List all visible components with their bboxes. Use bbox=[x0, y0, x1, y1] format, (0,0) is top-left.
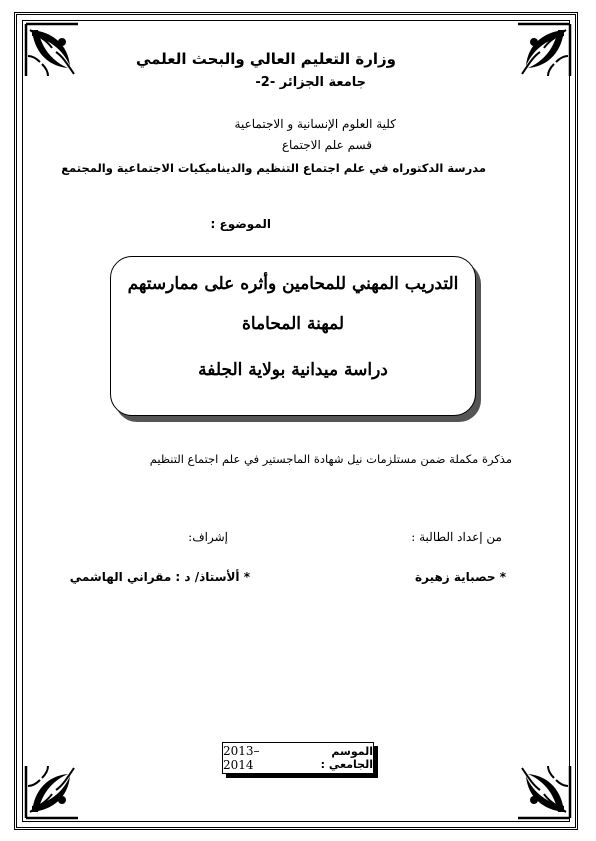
corner-ornament-icon bbox=[514, 762, 572, 820]
season-label: الموسم الجامعي : bbox=[320, 745, 373, 771]
corner-ornament-icon bbox=[24, 762, 82, 820]
student-name: * حصباية زهيرة bbox=[415, 570, 506, 584]
season-value: 2013– 2014 bbox=[223, 744, 260, 772]
thesis-subtitle: دراسة ميدانية بولاية الجلفة bbox=[198, 360, 388, 380]
department-name: قسم علم الاجتماع bbox=[281, 138, 372, 152]
supervisor-name: * ألأستاذ/ د : مقراني الهاشمي bbox=[69, 570, 250, 584]
memo-statement: مذكرة مكملة ضمن مستلزمات نيل شهادة الماجستير في علم اجتماع التنظيم bbox=[149, 452, 512, 466]
subject-label: الموضوع : bbox=[210, 217, 271, 231]
thesis-title-line-1: التدريب المهني للمحامين وأثره على ممارستهم bbox=[127, 274, 459, 294]
corner-ornament-icon bbox=[24, 22, 82, 80]
faculty-name: كلية العلوم الإنسانية و الاجتماعية bbox=[234, 117, 396, 131]
title-box bbox=[110, 256, 476, 416]
doctoral-school: مدرسة الدكتوراه في علم اجتماع التنظيم والديناميكيات الاجتماعية والمجتمع bbox=[61, 161, 486, 175]
academic-season-box bbox=[222, 742, 374, 774]
supervision-label: إشراف: bbox=[188, 530, 228, 544]
prepared-by-label: من إعداد الطالبة : bbox=[411, 530, 502, 544]
ministry-heading: وزارة التعليم العالي والبحث العلمي bbox=[135, 50, 396, 68]
thesis-title-line-2: لمهنة المحاماة bbox=[241, 314, 345, 334]
corner-ornament-icon bbox=[514, 22, 572, 80]
university-heading: جامعة الجزائر -2- bbox=[255, 75, 366, 90]
